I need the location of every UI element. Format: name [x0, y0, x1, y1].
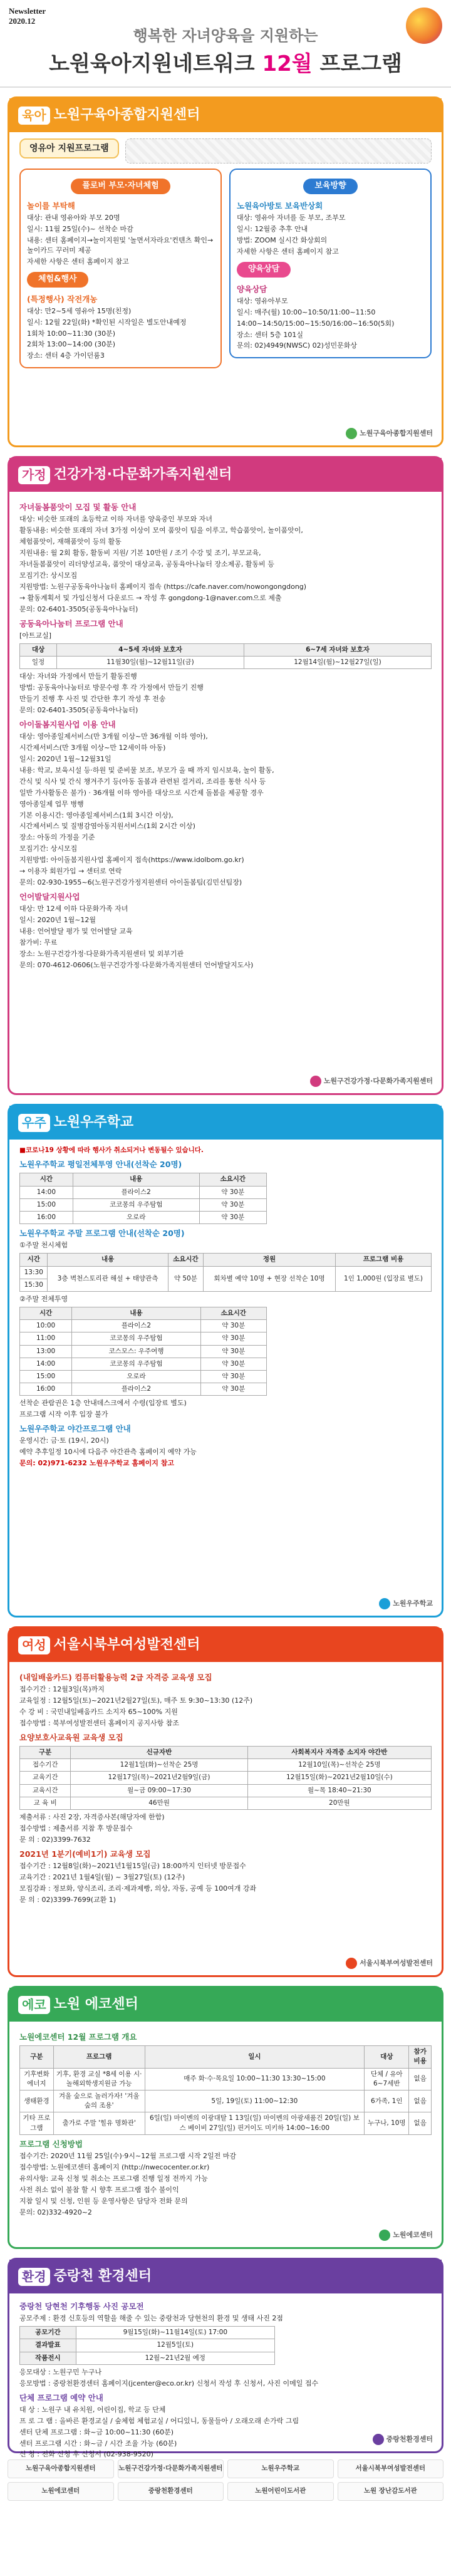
item-line: 문의: 070-4612-0606(노원구건강가정·다문화가족지원센터 언어발달지도사)	[19, 960, 254, 969]
table-row	[20, 656, 432, 668]
item-line: 접수기간 : 12월8일(화)~2021년1월15일(금) 18:00까지 인터넷 방문접수	[19, 1862, 246, 1871]
table-header: 프로그램	[53, 2046, 145, 2068]
item-line: 접수방법 : 제출서류 지참 후 방문접수	[19, 1824, 133, 1833]
item-heading: 공동육아나눔터 프로그램 안내	[19, 618, 123, 628]
table-cell: 플라이스2	[73, 1186, 199, 1198]
program-line: 자세한 사항은 센터 홈페이지 참고	[237, 247, 339, 256]
table-header: 내용	[48, 1254, 168, 1266]
table-row	[20, 1784, 432, 1797]
item-heading: 단체 프로그램 예약 안내	[19, 2392, 103, 2402]
org-name: 노원에코센터	[393, 2231, 433, 2240]
weekend-experience-table	[19, 1253, 432, 1292]
item-heading: 프로그램 신청방법	[19, 2139, 83, 2149]
table-cell: 46만원	[71, 1797, 247, 1809]
item-line: 응모대상 : 노원구민 누구나	[19, 2367, 102, 2376]
caregiver-course-table	[19, 1746, 432, 1810]
program-line: 자세한 사항은 센터 홈페이지 참고	[27, 257, 129, 266]
program-line: 일시: 11월 25일(수)~ 선착순 마감	[27, 224, 133, 233]
table-cell: 12월17일(목)~2021년2월9일(금)	[71, 1772, 247, 1784]
section-river-center	[8, 2258, 443, 2459]
table-cell: 16:00	[20, 1383, 72, 1396]
table-cell: 교 육 비	[20, 1797, 71, 1809]
partner-logo: 중랑천환경센터	[118, 2482, 224, 2501]
table-row	[20, 1198, 267, 1211]
item-line: 대상: 만 12세 이하 다문화가족 자녀	[19, 905, 128, 913]
table-cell: 코코몽의 우주탐험	[72, 1358, 201, 1370]
item-line: 문의: 02)332-4920~2	[19, 2208, 92, 2216]
table-cell: 약 30분	[199, 1212, 266, 1224]
table-cell: 없음	[409, 2090, 432, 2112]
item-line: 문의: 02-6401-3505(공동육아나눔터)	[19, 705, 138, 714]
section-title: 노원구육아종합지원센터	[53, 107, 200, 123]
table-cell: 단체 / 유아 6~7세반	[365, 2068, 409, 2090]
table-header: 프로그램 비용	[336, 1254, 432, 1266]
item-line: 유의사항: 교육 신청 및 취소는 프로그램 진행 일정 전까지 가능	[19, 2174, 208, 2183]
table-cell: 6가족, 1인	[365, 2090, 409, 2112]
photo-contest-table	[19, 2326, 275, 2365]
table-row	[20, 1797, 432, 1809]
table-cell: 12월10일(목)~선착순 25명	[247, 1759, 431, 1772]
table-cell: 12월~21년2월 예정	[76, 2352, 274, 2364]
table-header: 소요시간	[200, 1307, 266, 1319]
org-logo-icon	[346, 1958, 357, 1969]
item-line: [아트교실]	[19, 631, 52, 640]
table-header: 참가비용	[409, 2046, 432, 2068]
program-pill: 양육상담	[237, 262, 291, 278]
table-cell: 12월1일(화)~선착순 25명	[71, 1759, 247, 1772]
section-title: 노원 에코센터	[53, 1997, 138, 2013]
item-heading: 노원에코센터 12월 프로그램 개요	[19, 2032, 137, 2042]
table-header: 신규자반	[71, 1747, 247, 1759]
item-heading: 중랑천 당현천 기후행동 사진 공모전	[19, 2302, 144, 2311]
program-subtitle: (특정행사) 작전개농	[27, 294, 98, 304]
item-line: 운영시간: 금·토 (19시, 20시)	[19, 1436, 109, 1445]
item-line: 내용: 학교, 보육시설 등·하원 및 준비물 보조, 부모가 올 때 까지 임시보육, 놀이 활동,	[19, 766, 274, 774]
section-space-school	[8, 1104, 443, 1618]
table-cell: 9월15일(화)~11월14일(토) 17:00	[76, 2327, 274, 2339]
newsletter-label	[9, 6, 46, 27]
section-header	[9, 1988, 442, 2022]
item-heading: 아이돌봄지원사업 이용 안내	[19, 719, 116, 729]
table-cell: 6일(일) 마이멘의 이광대탈 1 13일(일) 마이멘의 아광새품건 20일(일) 보스 베이비 27일(일) 핀거이도 미키하 14:00~16:00	[145, 2112, 365, 2134]
item-line: 모집강좌 : 정보화, 양식조리, 조리·제과제빵, 의상, 자동, 공예 등 100여개 강좌	[19, 1884, 257, 1893]
table-cell: 약 30분	[200, 1358, 266, 1370]
eco-program-table	[19, 2045, 432, 2135]
item-line: 문의: 02-930-1955~6(노원구건강가정지원센터 아이돌봄팀(김민선팀장)	[19, 878, 242, 887]
item-heading: 노원우주학교 주말 프로그램 안내(선착순 20명)	[19, 1228, 185, 1239]
table-row	[20, 1759, 432, 1772]
program-line: 1회차 10:00~11:30 (30분)	[27, 329, 116, 338]
item-line: 접수기간 : 12월3일(목)까지	[19, 1685, 105, 1694]
right-program-box	[229, 169, 432, 358]
table-header: 정원	[203, 1254, 335, 1266]
table-cell: 20만원	[247, 1797, 431, 1809]
item-line: 대상: 영아종일제서비스(만 3개월 이상~만 36개월 이하 영아),	[19, 732, 208, 740]
table-cell: 생태환경	[20, 2090, 54, 2112]
partner-logo: 노원어린이도서관	[227, 2482, 334, 2501]
partner-logo: 노원에코센터	[8, 2482, 114, 2501]
item-heading: 요양보호사교육원 교육생 모집	[19, 1732, 123, 1742]
org-name: 노원우주학교	[393, 1599, 433, 1608]
section-header	[9, 98, 442, 132]
title-suffix: 프로그램	[312, 51, 402, 76]
section-tag: 가정	[18, 466, 50, 484]
program-line: 대상: 관내 영유아와 부모 20명	[27, 213, 120, 222]
item-line: 프 로 그 램 : 올바른 환경교실 / 숲체험 체험교실 / 어디있니, 동물들아 / 오래오래 손가락 그림	[19, 2416, 299, 2425]
table-cell: 10:00	[20, 1320, 72, 1332]
item-line: 사전 취소 없이 불참 할 시 향후 프로그램 접수 불이익	[19, 2185, 179, 2194]
table-header: 구분	[20, 1747, 71, 1759]
item-line: 활동내용: 비슷한 또래의 자녀 3가정 이상이 모여 품앗이 팀을 이루고, 학습품앗이, 놀이품앗이,	[19, 526, 303, 535]
section-childcare-center	[8, 96, 443, 447]
note-line: 선착순 관람권은 1층 안내데스크에서 수령(입장료 별도)	[19, 1399, 187, 1408]
table-row	[20, 1332, 267, 1345]
table-header: 사회복지사 자격증 소지자 야간반	[247, 1747, 431, 1759]
org-name: 노원구육아종합지원센터	[360, 429, 433, 438]
covid-notice: ■코로나19 상황에 따라 행사가 취소되거나 변동될수 있습니다.	[19, 1146, 204, 1154]
item-heading: 2021년 1분기(예비1기) 교육생 모집	[19, 1849, 151, 1859]
item-line: 지원방법: 노원구공동육아나눔터 홈페이지 접속 (https://cafe.naver.com/nowongongdong)	[19, 582, 307, 591]
table-row	[20, 1320, 267, 1332]
table-row	[20, 2339, 275, 2352]
partner-logo: 서울시북부여성발전센터	[338, 2459, 444, 2478]
program-line: 장소: 센터 4층 가이던룸3	[27, 351, 105, 360]
program-line: 장소: 센터 5층 101실	[237, 330, 303, 339]
table-header: 결과발표	[20, 2339, 76, 2352]
title-main: 노원육아지원네트워크	[49, 51, 262, 76]
program-pill: 보육방향	[303, 179, 357, 194]
section-header	[9, 1628, 442, 1662]
table-cell: 없음	[409, 2068, 432, 2090]
section-title: 노원우주학교	[53, 1114, 134, 1131]
table-cell: 16:00	[20, 1212, 73, 1224]
table-cell: 3층 벽천스토리관 해설 + 태양관측	[48, 1266, 168, 1291]
item-line: 문 의 : 02)3399-7699(교환 1)	[19, 1895, 117, 1904]
banner-illustration	[125, 138, 432, 164]
section-footer-logo	[373, 2434, 433, 2445]
item-line: 모집기간: 상시모집	[19, 571, 78, 579]
table-row	[20, 1212, 267, 1224]
table-cell: 1인 1,000원 (입장료 별도)	[336, 1266, 432, 1291]
table-cell: 약 30분	[199, 1198, 266, 1211]
item-line: 대상: 비슷한 또래의 초등학교 이하 자녀를 양육중인 부모와 자녀	[19, 515, 212, 524]
item-line: → 이용자 회원가입 → 센터로 연락	[19, 867, 122, 876]
table-cell: 5일, 19일(토) 11:00~12:30	[145, 2090, 365, 2112]
table-cell: 15:00	[20, 1370, 72, 1383]
table-header: 시간	[20, 1173, 73, 1186]
item-line: 참가비: 무료	[19, 938, 58, 947]
section-footer-logo	[346, 1958, 433, 1969]
program-pill: 체험&행사	[27, 272, 88, 288]
section-footer-logo	[379, 1598, 433, 1609]
table-header: 대상	[20, 643, 57, 656]
table-cell: 월~목 18:40~21:30	[247, 1784, 431, 1797]
table-cell: 약 30분	[200, 1370, 266, 1383]
partner-logo: 노원구건강가정·다문화가족지원센터	[118, 2459, 224, 2478]
table-header: 4~5세 자녀와 보호자	[56, 643, 244, 656]
item-line: 장소: 아동의 가정을 기준	[19, 833, 95, 842]
partner-logo: 노원우주학교	[227, 2459, 334, 2478]
table-row	[20, 1358, 267, 1370]
item-line: 대상: 자녀와 가정에서 만들기 활동진행	[19, 672, 137, 681]
program-line: 14:00~14:50/15:00~15:50/16:00~16:50(5회)	[237, 319, 395, 328]
header-subtitle: 행복한 자녀양육을 지원하는	[133, 27, 318, 44]
section-tag: 육아	[18, 106, 50, 125]
newsletter-header	[0, 0, 451, 88]
table-row	[20, 2068, 432, 2090]
org-logo-icon	[346, 428, 357, 439]
weekday-table	[19, 1173, 267, 1224]
table-cell: 14:00	[20, 1358, 72, 1370]
item-heading: 자녀돌봄품앗이 모집 및 활동 안내	[19, 502, 137, 512]
table-cell: 13:00	[20, 1345, 72, 1358]
table-cell: 코코몽의 우주탐험	[73, 1198, 199, 1211]
table-header: 내용	[72, 1307, 201, 1319]
item-line: 시간제서비스(만 3개월 이상~만 12세이하 아동)	[19, 743, 166, 752]
table-cell: 약 30분	[200, 1320, 266, 1332]
org-name: 중랑천환경센터	[386, 2435, 433, 2444]
table-header: 일시	[145, 2046, 365, 2068]
program-line: 문의: 02)4949(NWSC) 02)성민문화상	[237, 341, 358, 350]
table-cell: 접수기간	[20, 1759, 71, 1772]
sub-label: ②주말 전체투영	[19, 1294, 68, 1303]
table-header: 소요시간	[199, 1173, 266, 1186]
section-tag: 에코	[18, 1996, 50, 2014]
table-cell: 플라이스2	[72, 1320, 201, 1332]
item-line: 예약 추후일정 10시에 다음주 야간관측 홈페이지 예약 가능	[19, 1448, 197, 1457]
table-cell: 15:30	[20, 1279, 48, 1291]
item-heading: 언어발달지원사업	[19, 892, 80, 902]
table-header: 시간	[20, 1307, 72, 1319]
item-line: 교육기간 : 2021년 1월4일(월) ~ 3월27일(토) (12주)	[19, 1872, 185, 1881]
table-cell: 12월5일(토)	[76, 2339, 274, 2352]
program-subtitle: 양육상담	[237, 284, 267, 294]
org-logo-icon	[379, 2230, 390, 2241]
table-cell: 기타 프로그램	[20, 2112, 54, 2134]
item-line: 내용: 언어발달 평가 및 언어발달 교육	[19, 927, 133, 936]
table-cell: 플라이스2	[72, 1383, 201, 1396]
table-cell: 일정	[20, 656, 57, 668]
org-name: 서울시북부여성발전센터	[360, 1959, 433, 1968]
item-line: 영아종일제 업무 병행	[19, 799, 84, 808]
item-line: 접수방법: 노원에코센터 홈페이지 (http://nwecocenter.or.kr)	[19, 2163, 210, 2171]
item-line: 센터 단체 프로그램 : 화~금 10:00~11:30 (60분)	[19, 2428, 174, 2436]
item-line: 자녀돌봄품앗이 리더양성교육, 품앗이 대상교육, 공동육아나눔터 장소제공, 활동비 등	[19, 559, 274, 568]
section-header	[9, 1106, 442, 1140]
header-title	[0, 49, 451, 80]
org-logo-icon	[379, 1598, 390, 1609]
table-cell: 기후변화 에너지	[20, 2068, 54, 2090]
item-line: 일시: 2020년 1월~12월	[19, 916, 96, 925]
table-header: 6~7세 자녀와 보호자	[244, 643, 431, 656]
partner-logo: 노원구육아종합지원센터	[8, 2459, 114, 2478]
table-cell: 약 30분	[199, 1186, 266, 1198]
item-line: 모집기간: 상시모집	[19, 844, 78, 853]
item-line: 대 상 : 노원구 내 유치원, 어린이집, 학교 등 단체	[19, 2405, 166, 2414]
item-line: → 활동계획서 및 가입신청서 다운로드 → 작성 후 gongdong-1@naver.com으로 제출	[19, 593, 282, 602]
table-cell: 약 30분	[200, 1345, 266, 1358]
section-footer-logo	[379, 2230, 433, 2241]
section-tag: 환경	[18, 2268, 50, 2286]
table-cell: 11월30일(월)~12월11일(금)	[56, 656, 244, 668]
table-header: 공모기간	[20, 2327, 76, 2339]
partner-logo: 노원 장난감도서관	[338, 2482, 444, 2501]
table-cell: 오로라	[72, 1370, 201, 1383]
section-title: 서울시북부여성발전센터	[53, 1637, 200, 1653]
item-heading: (내일배움카드) 컴퓨터활용능력 2급 자격증 교육생 모집	[19, 1673, 212, 1682]
item-line: 간식 및 식사 및 간식 챙겨주기 등(아동 돌봄과 관련된 걸거리, 조리를 통한 식사 등	[19, 777, 266, 786]
table-cell: 15:00	[20, 1198, 73, 1211]
org-name: 노원구건강가정·다문화가족지원센터	[323, 1077, 433, 1086]
item-line: 수 강 비 : 국민내일배움카드 소지자 65~100% 지원	[19, 1708, 178, 1716]
program-pill: 플로버 부모·자녀체험	[71, 179, 170, 194]
table-row	[20, 1266, 432, 1279]
newsletter-date: 2020.12	[9, 16, 36, 26]
table-header: 소요시간	[168, 1254, 203, 1266]
program-line: 대상: 영유아 자녀를 둔 부모, 조부모	[237, 213, 346, 222]
program-line: 2회차 13:00~14:00 (30분)	[27, 340, 116, 349]
art-class-table	[19, 643, 432, 669]
item-line: 방법: 공동육아나눔터로 방문수령 후 각 가정에서 만들기 진행	[19, 683, 204, 692]
table-row	[20, 2352, 275, 2364]
program-subtitle: 놀이를 부탁해	[27, 200, 75, 210]
program-banner: 영유아 지원프로그램	[19, 138, 119, 158]
item-line: 지참 일시 및 신청, 인원 등 운영사항은 담당자 전화 문의	[19, 2196, 188, 2205]
item-line: 시간제서비스 및 질병감염아동지원서비스(1회 2시간 이상)	[19, 822, 195, 831]
table-cell: 출가로 주말 '힐유 명화관'	[53, 2112, 145, 2134]
table-cell: 기후, 환경 교실 *8세 이용 시·놀해외학생지원금 가능	[53, 2068, 145, 2090]
table-header: 대상	[365, 2046, 409, 2068]
item-line: 지원내용: 월 2회 활동, 활동비 지원/ 기본 10만원 / 조기 수강 및 조기, 부모교육,	[19, 548, 261, 557]
table-cell: 코스모스: 우주여행	[72, 1345, 201, 1358]
program-line: 방법: ZOOM 실시간 화상회의	[237, 236, 328, 244]
item-line: 신 청 : 전화 신청 후 신청서 (02-938-9520)	[19, 2450, 153, 2459]
item-line: 교육일정 : 12월5일(토)~2021년2월27일(토), 매주 토 9:30~13:30 (12주)	[19, 1696, 253, 1705]
table-cell: 12월14일(월)~12월27일(일)	[244, 656, 431, 668]
table-cell: 월~금 09:00~17:30	[71, 1784, 247, 1797]
item-line: 지원방법: 아이돌봄지원사업 홈페이지 접속(https://www.idolbom.go.kr)	[19, 856, 244, 865]
table-cell: 약 30분	[200, 1332, 266, 1345]
table-header: 구분	[20, 2046, 54, 2068]
table-header: 시간	[20, 1254, 48, 1266]
table-cell: 누구나, 10명	[365, 2112, 409, 2134]
table-cell: 약 30분	[200, 1383, 266, 1396]
table-cell: 코코몽의 우주탐험	[72, 1332, 201, 1345]
item-line: 만들기 진행 후 사진 및 간단한 후기 작성 후 전송	[19, 694, 166, 703]
weekend-projection-table	[19, 1307, 267, 1396]
program-line: 일시: 매주(월) 10:00~10:50/11:00~11:50	[237, 308, 376, 316]
table-cell: 14:00	[20, 1186, 73, 1198]
table-cell: 오로라	[73, 1212, 199, 1224]
item-line: 문 의 : 02)3399-7632	[19, 1835, 91, 1844]
item-line: 일시: 2020년 1월~12월31일	[19, 754, 111, 763]
item-line: 장소: 노원구건강가정·다문화가족지원센터 및 외부기관	[19, 949, 184, 958]
section-family-center	[8, 456, 443, 1095]
item-line: 기본 이용시간: 영아종일제서비스(1회 3시간 이상),	[19, 811, 174, 819]
sub-label: ①주말 천시체험	[19, 1241, 68, 1250]
item-line: 응모방법 : 중랑천환경센터 홈페이지(jcenter@eco.or.kr) 신청서 작성 후 신청서, 사진 이메일 접수	[19, 2379, 319, 2387]
section-footer-logo	[346, 428, 433, 439]
item-line: 공모주제 : 환경 신호등의 역할을 해줄 수 있는 중랑천과 당현천의 환경 및 생태 사진 2점	[19, 2314, 283, 2323]
item-heading: 노원우주학교 야간프로그램 안내	[19, 1424, 131, 1434]
table-cell: 없음	[409, 2112, 432, 2134]
table-cell: 11:00	[20, 1332, 72, 1345]
section-footer-logo	[310, 1076, 433, 1087]
table-row	[20, 1383, 267, 1396]
item-line: 센터 프로그램 시간 : 화~금 / 시간 조율 가능 (60분)	[19, 2439, 177, 2448]
table-row	[20, 1186, 267, 1198]
note-line: 프로그램 시작 이후 입장 불가	[19, 1410, 108, 1419]
section-tag: 우주	[18, 1114, 50, 1132]
program-subtitle: 노원육아방토 보육반상회	[237, 200, 323, 210]
table-cell: 교육기간	[20, 1772, 71, 1784]
table-cell: 12월15일(화)~2021년2월10일(수)	[247, 1772, 431, 1784]
item-line: 체험품앗이, 재해품앗이 등의 활동	[19, 538, 122, 546]
table-cell: 13:30	[20, 1266, 48, 1279]
table-header: 작품전시	[20, 2352, 76, 2364]
table-cell: 매주 화·수·목요일 10:00~11:30 13:30~15:00	[145, 2068, 365, 2090]
section-header	[9, 458, 442, 492]
table-row	[20, 2090, 432, 2112]
item-line: 접수기간: 2020년 11월 25일(수)·9시~12월 프로그램 시작 2일전 마감	[19, 2152, 236, 2160]
program-line: 대상: 영유아부모	[237, 296, 288, 305]
table-cell: 교육시간	[20, 1784, 71, 1797]
section-header	[9, 2260, 442, 2293]
org-logo-icon	[373, 2434, 384, 2445]
program-line: 일시: 12월중 추후 안내	[237, 224, 308, 233]
left-program-box	[19, 169, 222, 368]
title-month: 12월	[262, 51, 313, 76]
item-heading: 노원우주학교 평일전체투영 안내(선착순 20명)	[19, 1160, 182, 1170]
table-cell: 겨울 숲으로 놀러가자! '겨울 숲의 조용'	[53, 2090, 145, 2112]
section-title: 중랑천 환경센터	[53, 2268, 152, 2285]
section-tag: 여성	[18, 1636, 50, 1654]
newsletter-text: Newsletter	[9, 6, 46, 16]
table-cell: 회차별 예약 10명 + 현장 선착순 10명	[203, 1266, 335, 1291]
section-eco-center	[8, 1986, 443, 2249]
table-row	[20, 1345, 267, 1358]
program-line: 일시: 12월 22일(화) *확인된 시작일은 별도안내예정	[27, 318, 187, 326]
table-row	[20, 1370, 267, 1383]
item-line: 문의: 02-6401-3505(공동육아나눔터)	[19, 605, 138, 613]
contact-line: 문의: 02)971-6232 노원우주학교 홈페이지 참고	[19, 1459, 174, 1468]
table-row	[20, 2112, 432, 2134]
table-cell: 약 50분	[168, 1266, 203, 1291]
item-line: 접수방법 : 북부여성발전센터 홈페이지 공지사항 참조	[19, 1718, 179, 1727]
program-line: 내용: 센터 홈페이지→놀이지원및 '놀면서자라요'컨텐츠 확인→놀이카드 꾸러미 제공	[27, 236, 214, 254]
table-row	[20, 1772, 432, 1784]
item-line: 일반 가사활동은 불가) · 36개월 이하 영아를 대상으로 시간제 돌봄을 제공할 경우	[19, 788, 264, 797]
table-header: 내용	[73, 1173, 199, 1186]
section-women-center	[8, 1626, 443, 1977]
program-line: 대상: 만2~5세 영유아 15명(친정)	[27, 306, 132, 315]
section-title: 건강가정·다문화가족지원센터	[53, 467, 232, 483]
org-logo-icon	[310, 1076, 321, 1087]
item-line: 제출서류 : 사진 2장, 자격증사본(해당자에 한함)	[19, 1813, 165, 1822]
